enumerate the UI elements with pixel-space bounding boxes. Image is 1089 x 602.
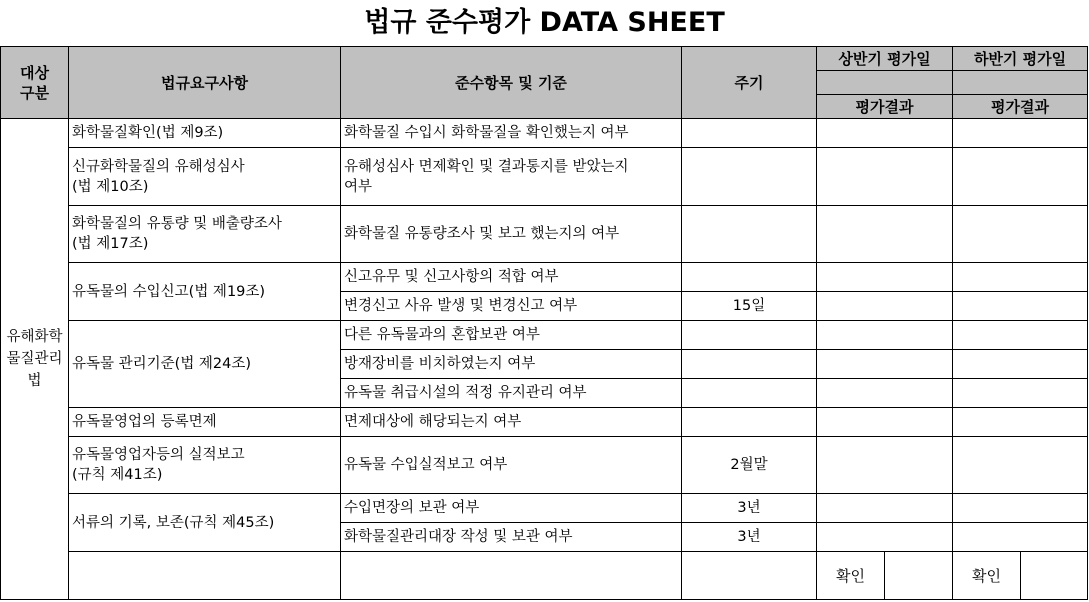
second-half-result-cell[interactable]: [953, 408, 1088, 437]
first-half-result-cell[interactable]: [817, 321, 953, 350]
requirement-text: (법 제10조): [72, 178, 149, 195]
second-half-result-cell[interactable]: [953, 263, 1088, 292]
first-half-result-cell[interactable]: [817, 379, 953, 408]
group-label-line3: 법: [27, 373, 42, 389]
group-label-line1: 유해화학: [6, 329, 63, 345]
first-half-result-cell[interactable]: [817, 292, 953, 321]
requirement-text: (규칙 제41조): [72, 467, 163, 483]
criteria-text: 다른 유독물과의 혼합보관 여부: [344, 327, 540, 343]
criteria-text: 화학물질 수입시 화학물질을 확인했는지 여부: [344, 125, 629, 141]
second-half-result-cell[interactable]: [953, 350, 1088, 379]
cycle-cell: [682, 408, 817, 437]
cycle-cell: [682, 119, 817, 148]
second-half-result-cell[interactable]: [953, 494, 1088, 523]
second-half-date-value[interactable]: [953, 71, 1088, 95]
footer-criteria-cell: [341, 552, 682, 600]
header-target-line2: 구분: [20, 83, 49, 102]
header-target: [1, 47, 69, 119]
cycle-cell: [682, 321, 817, 350]
requirement-cell: [69, 206, 341, 263]
second-half-result-cell[interactable]: [953, 321, 1088, 350]
second-half-result-cell[interactable]: [953, 206, 1088, 263]
criteria-text: 화학물질관리대장 작성 및 보관 여부: [344, 529, 573, 545]
cycle-cell: [682, 148, 817, 206]
requirement-cell: [69, 119, 341, 148]
cycle-cell: [682, 206, 817, 263]
criteria-text: 유해성심사 면제확인 및 결과통지를 받았는지: [344, 158, 629, 175]
requirement-text: 서류의 기록, 보존(규칙 제45조): [72, 514, 275, 531]
group-label-line2: 물질관리: [6, 351, 63, 367]
requirement-cell: [69, 408, 341, 437]
footer-requirement-cell: [69, 552, 341, 600]
criteria-cell: [341, 292, 682, 321]
header-target-line1: 대상: [20, 63, 49, 82]
requirement-cell: [69, 321, 341, 408]
requirement-text: 유독물영업자등의 실적보고: [72, 447, 245, 463]
cycle-cell: [682, 379, 817, 408]
criteria-cell: [341, 494, 682, 523]
first-half-result-cell[interactable]: [817, 408, 953, 437]
criteria-cell: [341, 437, 682, 494]
first-half-date-value[interactable]: [817, 71, 953, 95]
criteria-text: 수입면장의 보관 여부: [344, 500, 480, 516]
second-half-result-cell[interactable]: [953, 119, 1088, 148]
criteria-cell: [341, 119, 682, 148]
cycle-cell: 3년: [682, 494, 817, 523]
confirm-second-signature[interactable]: [1021, 552, 1088, 600]
footer-cycle-cell: [682, 552, 817, 600]
criteria-text: 유독물 취급시설의 적정 유지관리 여부: [344, 385, 587, 401]
data-sheet-table: [0, 46, 1088, 600]
requirement-text: 유독물영업의 등록면제: [72, 414, 217, 430]
criteria-text: 면제대상에 해당되는지 여부: [344, 414, 522, 430]
criteria-cell: [341, 148, 682, 206]
confirm-second-label: 확인: [953, 552, 1021, 600]
criteria-text: 변경신고 사유 발생 및 변경신고 여부: [344, 298, 578, 314]
requirement-cell: [69, 263, 341, 321]
second-half-result-cell[interactable]: [953, 379, 1088, 408]
requirement-cell: [69, 494, 341, 552]
cycle-cell: 2월말: [682, 437, 817, 494]
header-first-half-result: 평가결과: [817, 95, 953, 119]
requirement-text: (법 제17조): [72, 236, 149, 252]
requirement-text: 신규화학물질의 유해성심사: [72, 158, 245, 175]
first-half-result-cell[interactable]: [817, 437, 953, 494]
cycle-cell: 15일: [682, 292, 817, 321]
requirement-text: 유독물 관리기준(법 제24조): [72, 356, 252, 372]
first-half-result-cell[interactable]: [817, 119, 953, 148]
criteria-text: 신고유무 및 신고사항의 적합 여부: [344, 269, 559, 285]
first-half-result-cell[interactable]: [817, 263, 953, 292]
criteria-cell: [341, 408, 682, 437]
confirm-first-label: 확인: [817, 552, 885, 600]
header-second-half-result: 평가결과: [953, 95, 1088, 119]
header-requirement: 법규요구사항: [69, 47, 341, 119]
group-label: [1, 119, 69, 600]
criteria-text: 화학물질 유통량조사 및 보고 했는지의 여부: [344, 226, 620, 242]
cycle-cell: 3년: [682, 523, 817, 552]
requirement-text: 유독물의 수입신고(법 제19조): [72, 283, 266, 300]
requirement-cell: [69, 437, 341, 494]
requirement-text: 화학물질확인(법 제9조): [72, 125, 224, 141]
criteria-text: 여부: [344, 178, 373, 195]
criteria-cell: [341, 321, 682, 350]
criteria-cell: [341, 263, 682, 292]
second-half-result-cell[interactable]: [953, 523, 1088, 552]
header-criteria: 준수항목 및 기준: [341, 47, 682, 119]
first-half-result-cell[interactable]: [817, 350, 953, 379]
criteria-text: 방재장비를 비치하였는지 여부: [344, 356, 536, 372]
criteria-cell: [341, 379, 682, 408]
requirement-text: 화학물질의 유통량 및 배출량조사: [72, 216, 282, 232]
criteria-cell: [341, 523, 682, 552]
second-half-result-cell[interactable]: [953, 437, 1088, 494]
cycle-cell: [682, 350, 817, 379]
cycle-cell: [682, 263, 817, 292]
criteria-cell: [341, 350, 682, 379]
first-half-result-cell[interactable]: [817, 523, 953, 552]
header-first-half-date: 상반기 평가일: [817, 47, 953, 71]
page-title: 법규 준수평가 DATA SHEET: [364, 7, 725, 38]
second-half-result-cell[interactable]: [953, 148, 1088, 206]
header-second-half-date: 하반기 평가일: [953, 47, 1088, 71]
criteria-text: 유독물 수입실적보고 여부: [344, 457, 508, 473]
second-half-result-cell[interactable]: [953, 292, 1088, 321]
header-cycle: 주기: [682, 47, 817, 119]
confirm-first-signature[interactable]: [885, 552, 953, 600]
requirement-cell: [69, 148, 341, 206]
first-half-result-cell[interactable]: [817, 494, 953, 523]
first-half-result-cell[interactable]: [817, 206, 953, 263]
criteria-cell: [341, 206, 682, 263]
first-half-result-cell[interactable]: [817, 148, 953, 206]
